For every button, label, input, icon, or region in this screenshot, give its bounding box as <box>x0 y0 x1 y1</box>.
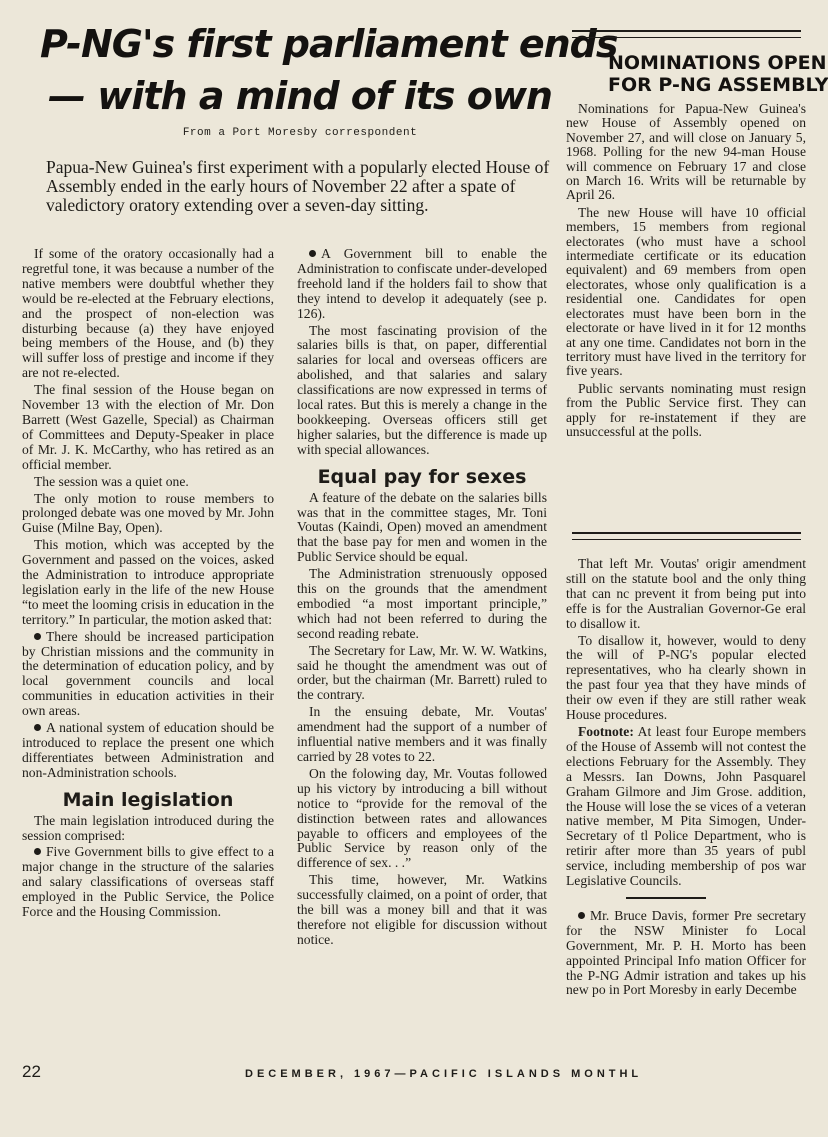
paragraph: The only motion to rouse members to prolonged debate was one moved by Mr. John Guise (Milne Bay, Open). <box>22 490 274 536</box>
paragraph: A feature of the debate on the salaries bills was that in the committee stages, Mr. Toni Voutas (Kaindi, Open) moved an amendment that the base pay for men and women in the Public Service should be equal. <box>297 489 547 565</box>
sidebar-heading: NOMINATIONS OPEN FOR P-NG ASSEMBLY <box>608 52 828 96</box>
section-separator <box>626 897 706 899</box>
subheading-equal-pay: Equal pay for sexes <box>317 465 527 488</box>
headline-line-1: P-NG's first parliament ends <box>40 22 618 66</box>
paragraph: The Administration strenuously opposed this on the grounds that the amendment embodied “a most important principle,” which had not been referred to during the second reading rebate. <box>297 566 547 641</box>
paragraph: This motion, which was accepted by the Government and passed on the voices, asked the Administration to introduce appropriate legislation early in the life of the new House “to meet the looming crisis in education in the territory.” In particular, the motion asked that: <box>22 537 274 627</box>
bullet-icon <box>309 250 316 257</box>
paragraph: The most fascinating provision of the salaries bills is that, on paper, differential salaries for local and overseas officers are abolished, and that salaries and salary classifications are now expressed in terms of local rates. But this is merely a change in the bookkeeping. Overseas officers still get higher salaries, but the difference is made up with special allowances. <box>297 322 547 457</box>
page-footer <box>0 1062 801 1089</box>
bullet-paragraph: There should be increased participation by Christian missions and the community in the determination of education policy, and by local government councils and local communities in education activities in their own areas. <box>22 628 274 719</box>
running-head: DECEMBER, 1967—PACIFIC ISLANDS MONTHL <box>245 1068 643 1080</box>
byline: From a Port Moresby correspondent <box>182 127 418 139</box>
bullet-paragraph: Mr. Bruce Davis, former Pre secretary for the NSW Minister fo Local Government, Mr. P. H. Morto has been appointed Principal Info mation Officer for the P-NG Admir istration and takes up his new po in Port Moresby in early Decembe <box>566 907 806 998</box>
bullet-icon <box>34 633 41 640</box>
sidebar-paragraph: The new House will have 10 official members, 15 members from regional electorates (who must have a school intermediate certificate or its education equivalent) and 69 members from open electorates, whose only qualification is a residential one. Candidates for open electorates must have been born in the electorate or have lived in it for 12 months at any one time. Candidates not born in the territory must have lived in the territory for five years. <box>566 204 806 379</box>
bullet-icon <box>578 912 585 919</box>
paragraph: In the ensuing debate, Mr. Voutas' amendment had the support of a number of influential native members and it was finally carried by 28 votes to 22. <box>297 704 547 764</box>
sidebar-paragraph: Nominations for Papua-New Guinea's new House of Assembly opened on November 27, and will close on January 5, 1968. Polling for the new 94-man House will commence on February 17 and close on March 16. Writs will be returnable by April 26. <box>566 101 806 203</box>
paragraph: The Secretary for Law, Mr. W. W. Watkins, said he thought the amendment was out of order, but the chairman (Mr. Barrett) ruled to the contrary. <box>297 642 547 703</box>
article-headline <box>40 18 618 122</box>
subheading-main-legislation: Main legislation <box>62 788 234 811</box>
headline-line-2: — with a mind of its own <box>48 74 552 118</box>
article-column-1 <box>22 247 274 922</box>
bullet-paragraph: Five Government bills to give effect to a major change in the structure of the salaries and salary classifications of overseas staff employed in the Public Service, the Police Force and the Housing Commission. <box>22 844 274 920</box>
paragraph: The final session of the House began on November 13 with the election of Mr. Don Barrett (West Gazelle, Special) as Chairman of Committees and Deputy-Speaker in place of Mr. J. K. McCarthy, who has retired as an official member. <box>22 382 274 472</box>
footnote-paragraph: Footnote: At least four Europe members of the House of Assemb will not contest the elections February for the Assembly. They a Messrs. Ian Downs, John Pasquarel Graham Gilmore and Jim Grose. addition, the House will lose the se vices of a veteran native member, M Pita Simogen, Under-Secretary of tl Police Department, who is retirir after more than 35 years of publ service, including membership of pos war Legislative Councils. <box>566 723 806 889</box>
bullet-paragraph: A national system of education should be introduced to replace the present one which differentiates between Administration and non-Administration schools. <box>22 720 274 780</box>
bullet-icon <box>34 724 41 731</box>
article-intro: Papua-New Guinea's first experiment with a popularly elected House of Assembly ended in the early hours of November 22 after a spate of valedictory oratory extending over a seven-day sitting. <box>46 157 550 215</box>
page-number: 22 <box>22 1062 41 1081</box>
sidebar-bottom-rule <box>572 532 801 540</box>
paragraph: The main legislation introduced during the session comprised: <box>22 812 274 843</box>
paragraph: If some of the oratory occasionally had a regretful tone, it was because a number of the native members were doubtful whether they would be re-elected at the February elections, and the prospect of non-election was disturbing because (a) they have enjoyed being members of the House, and (b) they will suffer loss of prestige and income if they are not re-elected. <box>22 246 274 381</box>
sidebar-paragraph: Public servants nominating must resign from the Public Service first. They can apply for re-instatement if they are unsuccessful at the polls. <box>566 380 806 439</box>
bullet-paragraph: A Government bill to enable the Administration to confiscate under-developed freehold land if the holders fail to show that they intend to develop it adequately (see p. 126). <box>297 246 547 321</box>
paragraph: That left Mr. Voutas' origir amendment still on the statute bool and the only thing that can nc prevent it from being put into effe is for the Australian Governor-Ge eral to disallow it. <box>566 556 806 631</box>
nominations-sidebar <box>566 30 828 442</box>
paragraph: This time, however, Mr. Watkins successfully claimed, on a point of order, that the bill was a money bill and that it was therefore not eligible for discussion without notice. <box>297 872 547 947</box>
paragraph: The session was a quiet one. <box>34 473 189 489</box>
article-column-2 <box>297 247 547 950</box>
article-column-3 <box>566 557 806 1000</box>
paragraph: On the folowing day, Mr. Voutas followed up his victory by introducing a bill without notice to “provide for the removal of the distinction between rates and allowances payable to officers and employees of the Public Service by reason only of the difference of sex. . .” <box>297 765 547 871</box>
bullet-icon <box>34 848 41 855</box>
paragraph: To disallow it, however, would to deny the will of P-NG's popular elected representatives, who ha clearly shown in the past four yea that they have minds of their ow even if they are still rather weak House procedures. <box>566 632 806 723</box>
